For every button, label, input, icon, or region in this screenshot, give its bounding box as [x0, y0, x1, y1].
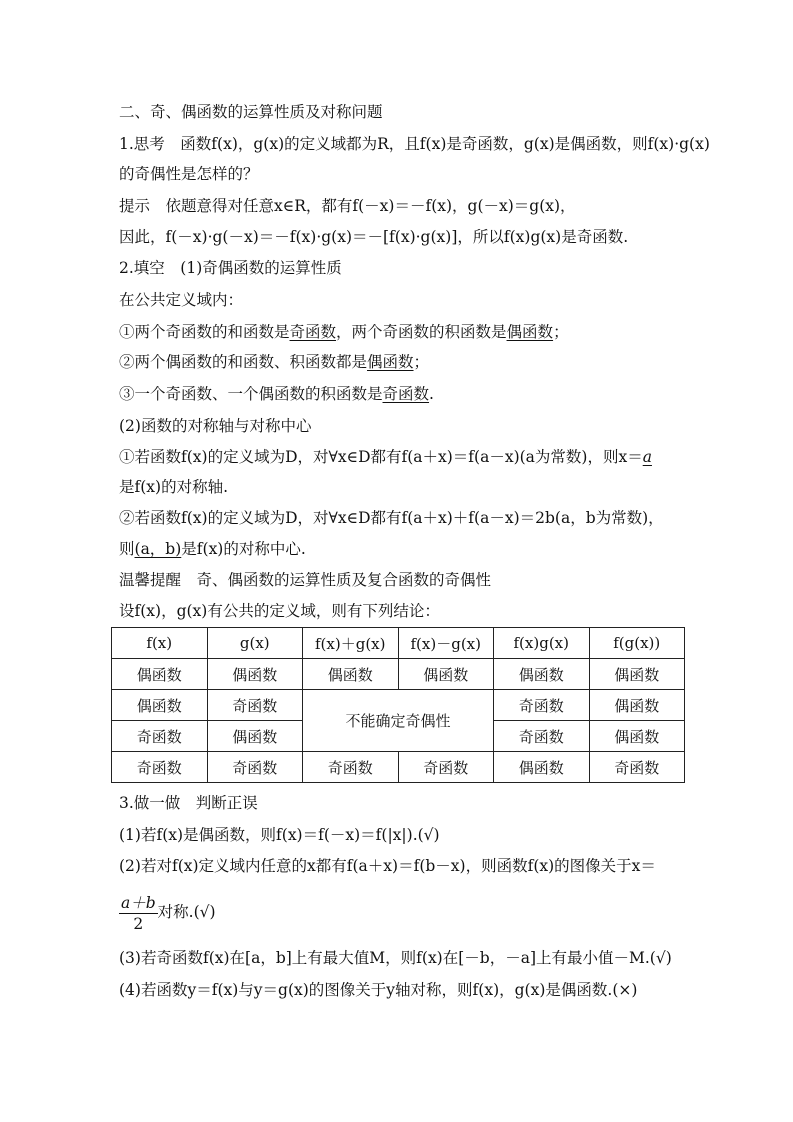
table-cell: 偶函数 [494, 659, 590, 690]
table-cell: 偶函数 [589, 721, 685, 752]
table-cell: 奇函数 [494, 690, 590, 721]
table-header-cell: f(x)＋g(x) [303, 628, 399, 659]
symmetry-center-text-a: 则 [119, 540, 135, 558]
hint-line-1: 提示 依题意得对任意x∈R，都有f(－x)＝－f(x)，g(－x)＝g(x)， [119, 197, 576, 215]
table-cell: 偶函数 [589, 690, 685, 721]
fraction-denominator: 2 [133, 914, 144, 933]
table-header-cell: f(x)g(x) [494, 628, 590, 659]
parity-table [111, 627, 685, 783]
table-cell: 奇函数 [112, 721, 208, 752]
table-row [112, 690, 685, 721]
symmetry-axis-line-1 [119, 447, 652, 467]
symmetry-axis-line-2: 是f(x)的对称轴. [119, 478, 228, 496]
rule-3-text-a: ③一个奇函数、一个偶函数的积函数是 [119, 385, 383, 403]
hint-line-2: 因此，f(－x)·g(－x)＝－f(x)·g(x)＝－[f(x)·g(x)]，所以f(x)g(x)是奇函数. [119, 228, 629, 246]
table-cell: 偶函数 [303, 659, 399, 690]
rule-2 [119, 352, 429, 372]
rule-3 [119, 384, 434, 404]
tip-line: 设f(x)，g(x)有公共的定义域，则有下列结论： [119, 602, 440, 620]
table-row [112, 659, 685, 690]
tip-title: 温馨提醒 奇、偶函数的运算性质及复合函数的奇偶性 [119, 571, 492, 589]
symmetry-center-answer: (a，b) [134, 540, 182, 558]
table-merged-cell: 不能确定奇偶性 [303, 690, 494, 752]
table-header-cell: g(x) [207, 628, 303, 659]
judge-item-2-line-2 [119, 891, 216, 934]
common-domain-label: 在公共定义域内： [119, 291, 244, 309]
table-cell: 偶函数 [207, 659, 303, 690]
table-cell: 偶函数 [589, 659, 685, 690]
symmetry-center-text-c: 是f(x)的对称中心. [181, 540, 306, 558]
table-cell: 奇函数 [207, 752, 303, 783]
table-cell: 奇函数 [589, 752, 685, 783]
table-cell: 奇函数 [398, 752, 494, 783]
rule-3-answer: 奇函数 [382, 385, 430, 403]
symmetry-center-line-2 [119, 539, 306, 559]
rule-1-text-a: ①两个奇函数的和函数是 [119, 323, 290, 341]
symmetry-axis-answer: a [642, 448, 652, 466]
table-cell: 偶函数 [207, 721, 303, 752]
table-cell: 偶函数 [112, 659, 208, 690]
rule-2-answer: 偶函数 [367, 353, 414, 371]
rule-1-answer-1: 奇函数 [289, 323, 337, 341]
table-cell: 奇函数 [207, 690, 303, 721]
question-1-line-2: 的奇偶性是怎样的？ [119, 165, 259, 183]
section-title: 二、奇、偶函数的运算性质及对称问题 [119, 103, 383, 121]
table-cell: 偶函数 [112, 690, 208, 721]
judge-item-2-line-1: (2)若对f(x)定义域内任意的x都有f(a＋x)＝f(b－x)，则函数f(x)的图像关于x＝ [119, 857, 656, 875]
table-cell: 奇函数 [303, 752, 399, 783]
fill-title: 2.填空 (1)奇偶函数的运算性质 [119, 259, 342, 277]
table-cell: 奇函数 [112, 752, 208, 783]
rule-1-text-c: ，两个奇函数的积函数是 [336, 323, 507, 341]
symmetry-title: (2)函数的对称轴与对称中心 [119, 417, 312, 435]
judge-item-3: (3)若奇函数f(x)在[a，b]上有最大值M，则f(x)在[－b，－a]上有最小值－M.(√) [119, 949, 672, 967]
fraction [119, 893, 158, 934]
judge-title: 3.做一做 判断正误 [119, 794, 258, 812]
table-cell: 奇函数 [494, 721, 590, 752]
table-header-cell: f(g(x)) [589, 628, 685, 659]
rule-2-text-c: ； [413, 353, 430, 371]
symmetry-axis-text: ①若函数f(x)的定义域为D，对∀x∈D都有f(a＋x)＝f(a－x)(a为常数)，则x＝ [119, 448, 643, 466]
rule-1-answer-2: 偶函数 [506, 323, 554, 341]
table-cell: 偶函数 [494, 752, 590, 783]
symmetry-center-line-1: ②若函数f(x)的定义域为D，对∀x∈D都有f(a＋x)＋f(a－x)＝2b(a，b为常数)， [119, 509, 664, 527]
table-header-cell: f(x) [112, 628, 208, 659]
table-header-row [112, 628, 685, 659]
rule-1 [119, 322, 569, 342]
fraction-numerator: a＋b [121, 893, 156, 912]
rule-3-text-c: . [429, 385, 434, 403]
table-header-cell: f(x)－g(x) [398, 628, 494, 659]
judge-item-2-tail: 对称.(√) [157, 903, 216, 921]
judge-item-1: (1)若f(x)是偶函数，则f(x)＝f(－x)＝f(|x|).(√) [119, 826, 440, 844]
question-1-line-1: 1.思考 函数f(x)，g(x)的定义域都为R，且f(x)是奇函数，g(x)是偶函数，则f(x)·g(x) [119, 135, 710, 153]
table-row [112, 752, 685, 783]
rule-2-text-a: ②两个偶函数的和函数、积函数都是 [119, 353, 368, 371]
rule-1-text-e: ； [553, 323, 569, 341]
table-cell: 偶函数 [398, 659, 494, 690]
judge-item-4: (4)若函数y＝f(x)与y＝g(x)的图像关于y轴对称，则f(x)，g(x)是偶函数.(×) [119, 981, 638, 999]
